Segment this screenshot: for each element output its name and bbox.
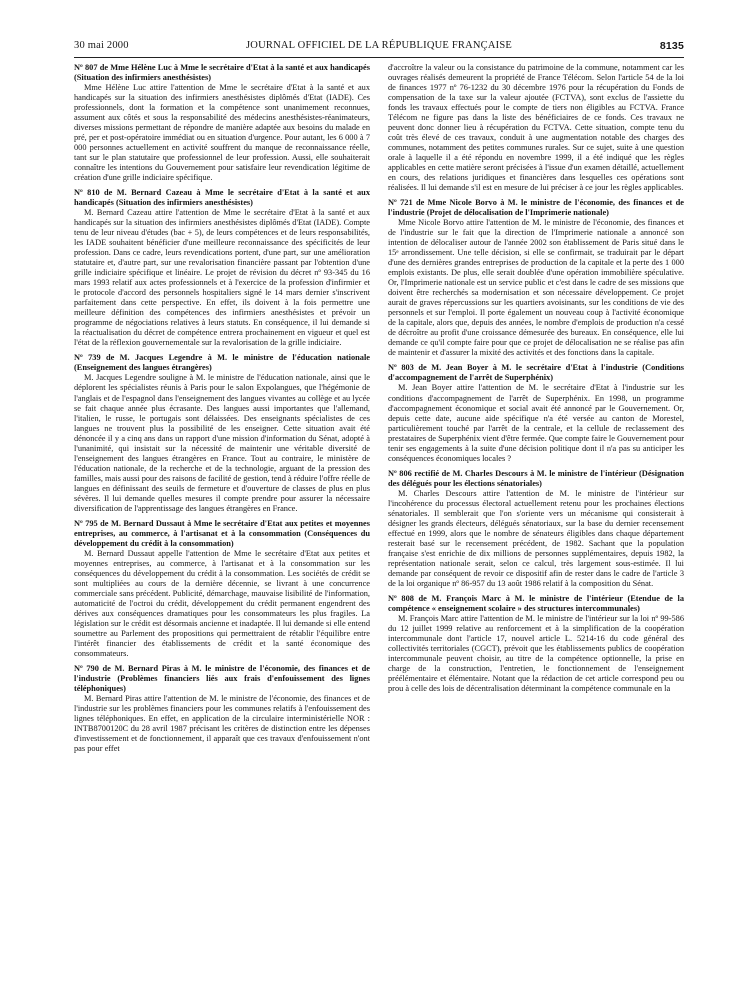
question-title: Nº 739 de M. Jacques Legendre à M. le ministre de l'éducation nationale (Enseignement des langues étrangères) — [74, 353, 370, 373]
header-rule — [74, 57, 684, 58]
header-date: 30 mai 2000 — [74, 40, 129, 51]
question-806 — [388, 469, 684, 589]
question-title: Nº 807 de Mme Hélène Luc à Mme le secrétaire d'Etat à la santé et aux handicapés (Situation des infirmiers anesthésistes) — [74, 63, 370, 83]
question-body: M. Bernard Piras attire l'attention de M. le ministre de l'économie, des finances et de l'industrie sur les problèmes financiers pour les communes relatifs à l'enfouissement des lignes téléphoniques. En effet, en application de la circulaire interministérielle NOR : INTB8700120C du 28 avril 1987 précisant les critères de distinction entre les dépenses d'investissement et de fonctionnement, il apparaît que ces travaux d'enfouissement n'ont pas pour effet — [74, 693, 370, 754]
header-page-number: 8135 — [659, 40, 684, 52]
question-body: M. Jacques Legendre souligne à M. le ministre de l'éducation nationale, ainsi que le déplorent les spécialistes réunis à Paris pour le salon Expolangues, que l'hégémonie de l'anglais et de l'espagnol dans l'enseignement des langues vivantes au collège et au lycée se fait chaque année plus écrasante. Des langues aussi importantes que l'allemand, l'italien, le russe, le portugais sont délaissées. Des enseignants spécialistes de ces langues ne trouvent plus la possibilité de les enseigner. Cette situation avait été dénoncée il y a cinq ans dans un rapport d'une mission d'information du Sénat, adopté à l'unanimité, qui insistait sur la nécessité de maintenir une véritable diversité de l'enseignement des langues étrangères en France. Tout au contraire, le ministère de l'éducation nationale, de la recherche et de la technologie, arguant de la pression des familles, mais aussi pour des raisons de facilité de gestion, tend à réduire l'offre réelle de langues en définissant des seuils de fermeture et d'ouverture de classes de plus en plus sévères. Il lui demande quelles mesures il compte prendre pour assurer la nécessaire diversification de l'apprentissage des langues étrangères en France. — [74, 373, 370, 513]
right-column — [388, 63, 684, 699]
question-body: M. Jean Boyer attire l'attention de M. le secrétaire d'Etat à l'industrie sur les conditions d'accompagnement de l'arrêt de Superphénix. En 1998, un programme d'accompagnement économique et social avait été annoncé par le Gouvernement. Or, depuis cette date, aucune aide spécifique n'a été versée au canton de Morestel, particulièrement touché par l'arrêt de la centrale, et la cellule de reclassement des prestataires de Superphénix vient d'être fermée. Que compte faire le Gouvernement pour tenir ses engagements à la suite d'une décision politique dont il n'a pas su anticiper les conséquences économiques locales ? — [388, 383, 684, 463]
question-title: Nº 721 de Mme Nicole Borvo à M. le ministre de l'économie, des finances et de l'industrie (Projet de délocalisation de l'Imprimerie nationale) — [388, 198, 684, 218]
question-title: Nº 808 de M. François Marc à M. le ministre de l'intérieur (Etendue de la compétence « enseignement scolaire » des structures intercommunales) — [388, 593, 684, 613]
question-body: M. Bernard Cazeau attire l'attention de Mme le secrétaire d'Etat à la santé et aux handicapés sur la situation des infirmiers anesthésistes diplômés d'Etat (IADE). Compte tenu de leur niveau d'études (bac + 5), de leurs compétences et de leurs responsabilités, les IADE souhaitent bénéficier d'une meilleure reconnaissance des spécificités de leur profession. Dans ce cadre, leurs revendications portent, d'une part, sur une amélioration statutaire et, d'autre part, sur une revalorisation financière passant par l'obtention d'une grille indiciaire spécifique et linéaire. Le projet de révision du décret nº 93-345 du 16 mars 1993 relatif aux actes professionnels et à l'exercice de la profession d'infirmier et le protocole d'accord des personnels hospitaliers signé le 14 mars dernier s'inscrivent parfaitement dans cette perspective. En effet, ils doivent à la fois permettre une meilleure définition des compétences des infirmiers anesthésistes et prévoir un programme de négociations relatives à leurs statuts. En conséquence, il lui demande si la réactualisation du décret de compétence entrera prochainement en vigueur et quel est l'état de la réflexion gouvernementale sur la revalorisation de la grille indiciaire. — [74, 208, 370, 348]
header-journal-title: JOURNAL OFFICIEL DE LA RÉPUBLIQUE FRANÇAISE — [246, 40, 512, 51]
question-795 — [74, 519, 370, 659]
question-body: M. François Marc attire l'attention de M. le ministre de l'intérieur sur la loi nº 99-586 du 12 juillet 1999 relative au renforcement et à la simplification de la coopération intercommunale dont l'article 17, nouvel article L. 5214-16 du code général des collectivités territoriales (CGCT), prévoit que les établissements publics de coopération intercommunale peuvent choisir, au titre de la compétence optionnelle, la prise en charge de la construction, l'entretien, le fonctionnement de l'enseignement préélémentaire et élémentaire. Notant que la rédaction de cet article correspond peu ou prou à celle des lois de décentralisation déterminant la compétence communale en la — [388, 613, 684, 693]
question-title: Nº 803 de M. Jean Boyer à M. le secrétaire d'Etat à l'industrie (Conditions d'accompagnement de l'arrêt de Superphénix) — [388, 363, 684, 383]
question-title: Nº 806 rectifié de M. Charles Descours à M. le ministre de l'intérieur (Désignation des délégués pour les élections sénatoriales) — [388, 468, 684, 488]
question-721 — [388, 198, 684, 358]
question-790 — [74, 664, 370, 754]
question-807 — [74, 63, 370, 183]
question-808 — [388, 594, 684, 694]
question-body: M. Bernard Dussaut appelle l'attention de Mme le secrétaire d'Etat aux petites et moyennes entreprises, au commerce, à l'artisanat et à la consommation sur les conséquences du développement du crédit à la consommation. Les sociétés de crédit se sont multipliées au cours de la dernière décennie, se livrant à une concurrence commerciale sans précédent. Publicité, démarchage, mauvaise lisibilité de l'information, automaticité de l'octroi du crédit, développement du crédit permanent engendrent des dérives aux conséquences dramatiques pour les consommateurs les plus fragiles. La législation sur le crédit est désormais ancienne et inadaptée. Il lui demande si elle entend soumettre au Parlement des propositions qui permettraient de rétablir l'équilibre entre l'intérêt financier des établissements de crédit et la santé économique des consommateurs. — [74, 548, 370, 658]
question-810 — [74, 188, 370, 348]
question-803 — [388, 363, 684, 463]
page-header — [74, 40, 684, 56]
question-title: Nº 810 de M. Bernard Cazeau à Mme le secrétaire d'Etat à la santé et aux handicapés (Situation des infirmiers anesthésistes) — [74, 188, 370, 208]
question-title: Nº 790 de M. Bernard Piras à M. le ministre de l'économie, des finances et de l'industrie (Problèmes financiers liés aux frais d'enfouissement des lignes téléphoniques) — [74, 663, 370, 693]
left-column — [74, 63, 370, 759]
question-body: M. Charles Descours attire l'attention de M. le ministre de l'intérieur sur l'incohérence du processus électoral actuellement retenu pour les prochaines élections sénatoriales. Il semblerait que l'on s'oriente vers un mécanisme qui consisterait à désigner les grands électeurs, délégués sénatoriaux, sur la base du dernier recensement effectué en 1999, alors que le nombre de sénateurs éligibles dans chaque département resterait basé sur le recensement précédent, de 1982. Sachant que la population française s'est enrichie de dix millions de personnes supplémentaires, depuis 1982, la représentation nationale serait, selon ce calcul, très largement sous-estimée. Il lui demande par conséquent de revoir ce dispositif afin de rester dans le cadre de l'article 3 de la loi organique nº 86-957 du 13 août 1986 relatif à la composition du Sénat. — [388, 488, 684, 588]
question-body: Mme Nicole Borvo attire l'attention de M. le ministre de l'économie, des finances et de l'industrie sur le fait que la direction de l'Imprimerie nationale a annoncé son intention de délocaliser autour de l'année 2002 son établissement de Paris situé dans le 15ᵉ arrondissement. Une telle décision, si elle se confirmait, se traduirait par le départ d'une des dernières grandes entreprises de production de la capitale et la perte des 1 000 emplois existants. De plus, elle serait doublée d'une opération immobilière spéculative. Or, l'Imprimerie nationale est un service public et c'est dans le cadre de ses missions que doivent être recherchés sa modernisation et son nécessaire développement. Ce projet aurait de graves répercussions sur les quartiers avoisinants, sur les conditions de vie des personnels et sur l'emploi. Il porte également un nouveau coup à l'activité économique de la capitale, alors que, depuis des années, le nombre d'emplois de production n'a cessé de décroître au profit d'une croissance démesurée des bureaux. En conséquence, elle lui demande ce qu'il compte faire pour que ce projet de délocalisation ne se réalise pas afin de maintenir et d'assurer la mixité des activités et des fonctions dans la capitale. — [388, 218, 684, 358]
question-739 — [74, 353, 370, 513]
question-title: Nº 795 de M. Bernard Dussaut à Mme le secrétaire d'Etat aux petites et moyennes entreprises, au commerce, à l'artisanat et à la consommation (Conséquences du développement du crédit à la consommation) — [74, 518, 370, 548]
question-body: Mme Hélène Luc attire l'attention de Mme le secrétaire d'Etat à la santé et aux handicapés sur la situation des infirmiers anesthésistes diplômés d'Etat (IADE). Ces professionnels, dont la formation et la compétence sont unanimement reconnues, assument aux côtés et sous la responsabilité des médecins anesthésistes-réanimateurs, diverses missions permettant de répondre de manière adaptée aux besoins du malade en pré, per et post-opératoire immédiat ou en situation d'urgence. Pour autant, les 6 000 à 7 000 personnes actuellement en activité souffrent du manque de reconnaissance réelle, tant sur le plan statutaire que professionnel de leur profession. Aussi, elle souhaiterait connaître les intentions du Gouvernement pour satisfaire leur revendication légitime de création d'une grille indiciaire spécifique. — [74, 83, 370, 183]
question-790-continuation: d'accroître la valeur ou la consistance du patrimoine de la commune, notamment car les ouvrages réalisés demeurent la propriété de France Télécom. Selon l'article 54 de la loi de finances 1977 nº 76-1232 du 30 décembre 1976 pour la récupération du Fonds de compensation de la taxe sur la valeur ajoutée (FCTVA), sont exclus de l'assiette du fonds les travaux effectués pour le compte de tiers non éligibles au FCTVA. France Télécom ne figure pas dans la liste des bénéficiaires de ce fonds. Ces travaux ne peuvent donc donner lieu à récupération du FCTVA. Cette situation, compte tenu du coût très élevé de ces travaux, conduit à une augmentation notable des charges des communes, notamment des petites communes rurales. Sur ce sujet, suite à une question orale à laquelle il a été répondu en novembre 1999, il a été indiqué que les règles applicables en cette matière seront précisées à l'issue d'un examen détaillé, actuellement en cours, des relations juridiques et financières dans lesquelles ces opérations sont réalisées. Il lui demande s'il est en mesure de lui préciser à ce jour les règles applicables. — [388, 63, 684, 193]
